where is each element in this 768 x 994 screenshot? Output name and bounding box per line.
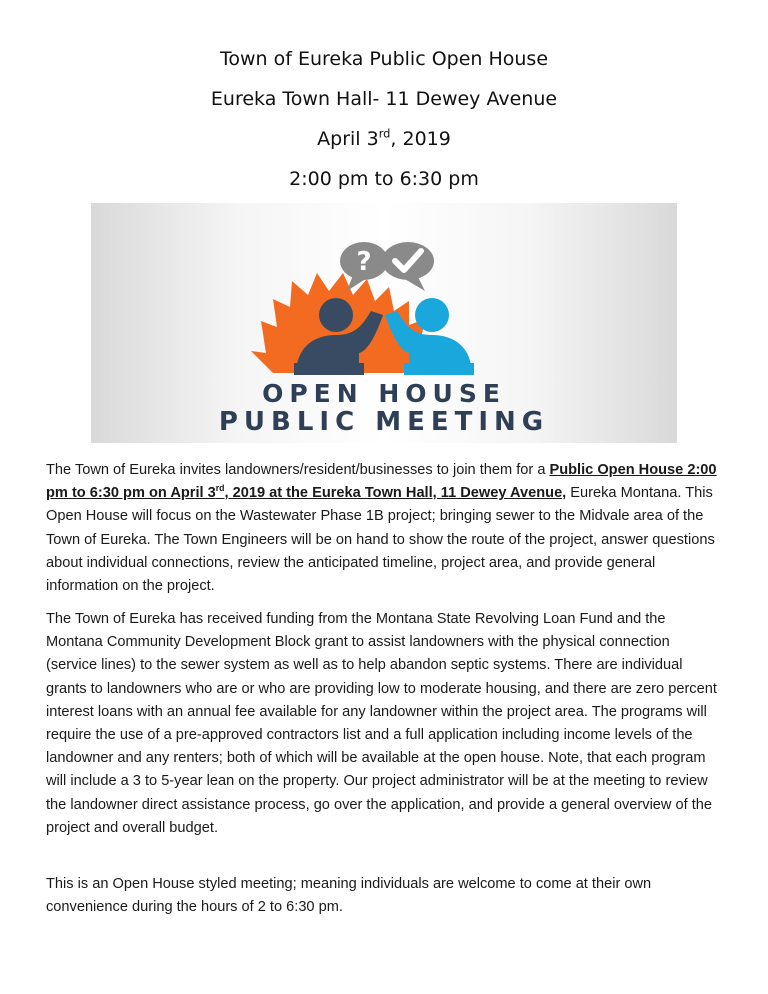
paragraph-funding: The Town of Eureka has received funding from the Montana State Revolving Loan Fund and the Montana Community Development Block grant to assist landowners with the physical connection (service lines) to the sewer system as well as to help abandon septic systems. There are individual grants to landowners who are or who are providing low to moderate housing, and there are zero percent interest loans with an annual fee available for any landowner within the project area. The programs will require the use of a pre-approved contractors list and a full application including income levels of the landowner and any renters; both of which will be available at the open house. Note, that each program will include a 3 to 5-year lean on the property. Our project administrator will be at the meeting to review the landowner direct assistance process, go over the application, and provide a general overview of the project and overall budget. — [46, 611, 717, 836]
location-line: Eureka Town Hall- 11 Dewey Avenue — [210, 88, 558, 110]
event-details-a: Public Open House 2:00 pm to 6:30 pm on April 3 — [46, 462, 717, 502]
date-tail: , 2019 — [390, 128, 451, 150]
date-main: April 3 — [317, 128, 379, 150]
date-sup: rd — [378, 126, 391, 141]
intro-rest: Eureka Montana. This Open House will focus on the Wastewater Phase 1B project; bringing sewer to the Midvale area of the Town of Eureka. The Town Engineers will be on hand to show the route of the project, answer questions about individual connections, review the anticipated timeline, project area, and provide general information on the project. — [46, 485, 715, 595]
time-line: 2:00 pm to 6:30 pm — [289, 168, 479, 190]
banner-public-meeting: PUBLIC MEETING — [218, 407, 550, 437]
banner-open-house: OPEN HOUSE — [262, 379, 506, 408]
event-details-b: , 2019 at the Eureka Town Hall, 11 Dewey Avenue, — [224, 485, 567, 502]
paragraph-format: This is an Open House styled meeting; meaning individuals are welcome to come at their own convenience during the hours of 2 to 6:30 pm. — [46, 876, 652, 916]
paragraph-intro — [46, 459, 722, 598]
event-details-sup: rd — [215, 483, 225, 494]
check-bubble-icon — [382, 242, 434, 291]
intro-text: The Town of Eureka invites landowners/resident/businesses to join them for a — [46, 462, 550, 478]
title-line: Town of Eureka Public Open House — [219, 48, 549, 70]
open-house-banner — [91, 203, 677, 443]
question-mark: ? — [356, 247, 372, 277]
date-line — [0, 128, 768, 150]
